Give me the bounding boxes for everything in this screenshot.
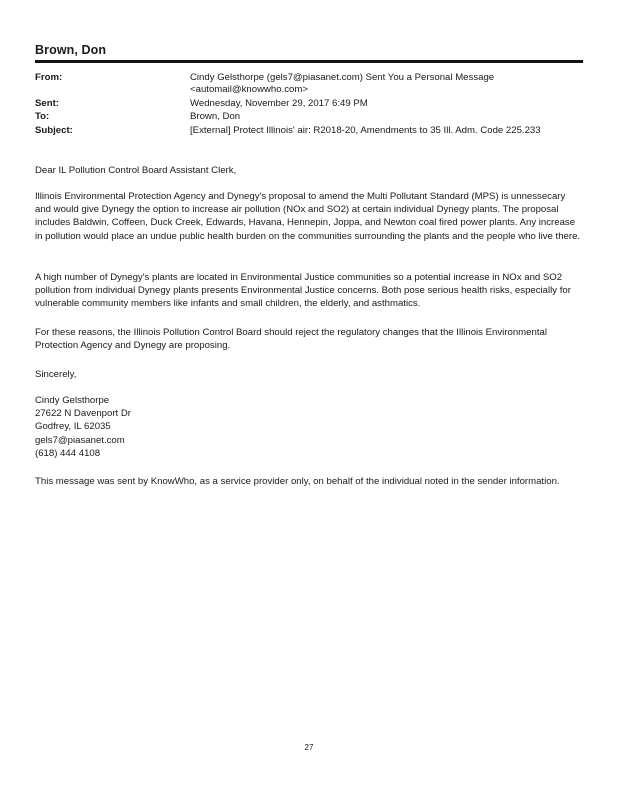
sent-value: Wednesday, November 29, 2017 6:49 PM xyxy=(190,98,368,109)
signature-phone: (618) 444 4108 xyxy=(35,447,101,459)
page-number: 27 xyxy=(304,743,314,752)
from-value: Cindy Gelsthorpe (gels7@piasanet.com) Sent You a Personal Message <automail@knowwho.com> xyxy=(190,72,495,95)
body-paragraph-2: A high number of Dynegy's plants are located in Environmental Justice communities so a potential increase in NOx and SO2 pollution from individual Dynegy plants presents Environmental Justice concerns. Both pose serious health risks, especially for vulnerable community members like infants and small children, the elderly, and asthmatics. xyxy=(35,272,571,310)
greeting: Dear IL Pollution Control Board Assistant Clerk, xyxy=(35,165,237,176)
signature-block xyxy=(35,394,583,460)
to-label: To: xyxy=(35,111,50,122)
subject-value: [External] Protect Illinois' air: R2018-20, Amendments to 35 Ill. Adm. Code 225.233 xyxy=(190,125,541,136)
to-value: Brown, Don xyxy=(190,111,241,122)
signature-email: gels7@piasanet.com xyxy=(35,434,125,446)
header-divider xyxy=(35,60,583,63)
body-paragraph-3: For these reasons, the Illinois Pollution Control Board should reject the regulatory changes that the Illinois Environmental Protection Agency and Dynegy are proposing. xyxy=(35,327,547,352)
subject-label: Subject: xyxy=(35,125,73,136)
footer-note: This message was sent by KnowWho, as a service provider only, on behalf of the individual noted in the sender information. xyxy=(35,476,560,487)
signature-city: Godfrey, IL 62035 xyxy=(35,421,111,433)
closing: Sincerely, xyxy=(35,369,77,380)
signature-name: Cindy Gelsthorpe xyxy=(35,395,110,406)
body-paragraph-1: Illinois Environmental Protection Agency and Dynegy's proposal to amend the Multi Pollutant Standard (MPS) is unnessecary and would give Dynegy the option to increase air pollution (NOx and SO2) at certain individual Dynegy plants. The proposal includes Baldwin, Coffeen, Duck Creek, Edwards, Havana, Hennepin, Joppa, and Newton coal fired power plants. Any increase in pollution would place an undue public health burden on the communities surrounding the plants and the people who live there. xyxy=(35,191,581,242)
mailbox-owner-name: Brown, Don xyxy=(35,43,107,57)
signature-street: 27622 N Davenport Dr xyxy=(35,408,131,420)
sent-label: Sent: xyxy=(35,98,59,109)
from-label: From: xyxy=(35,72,63,83)
